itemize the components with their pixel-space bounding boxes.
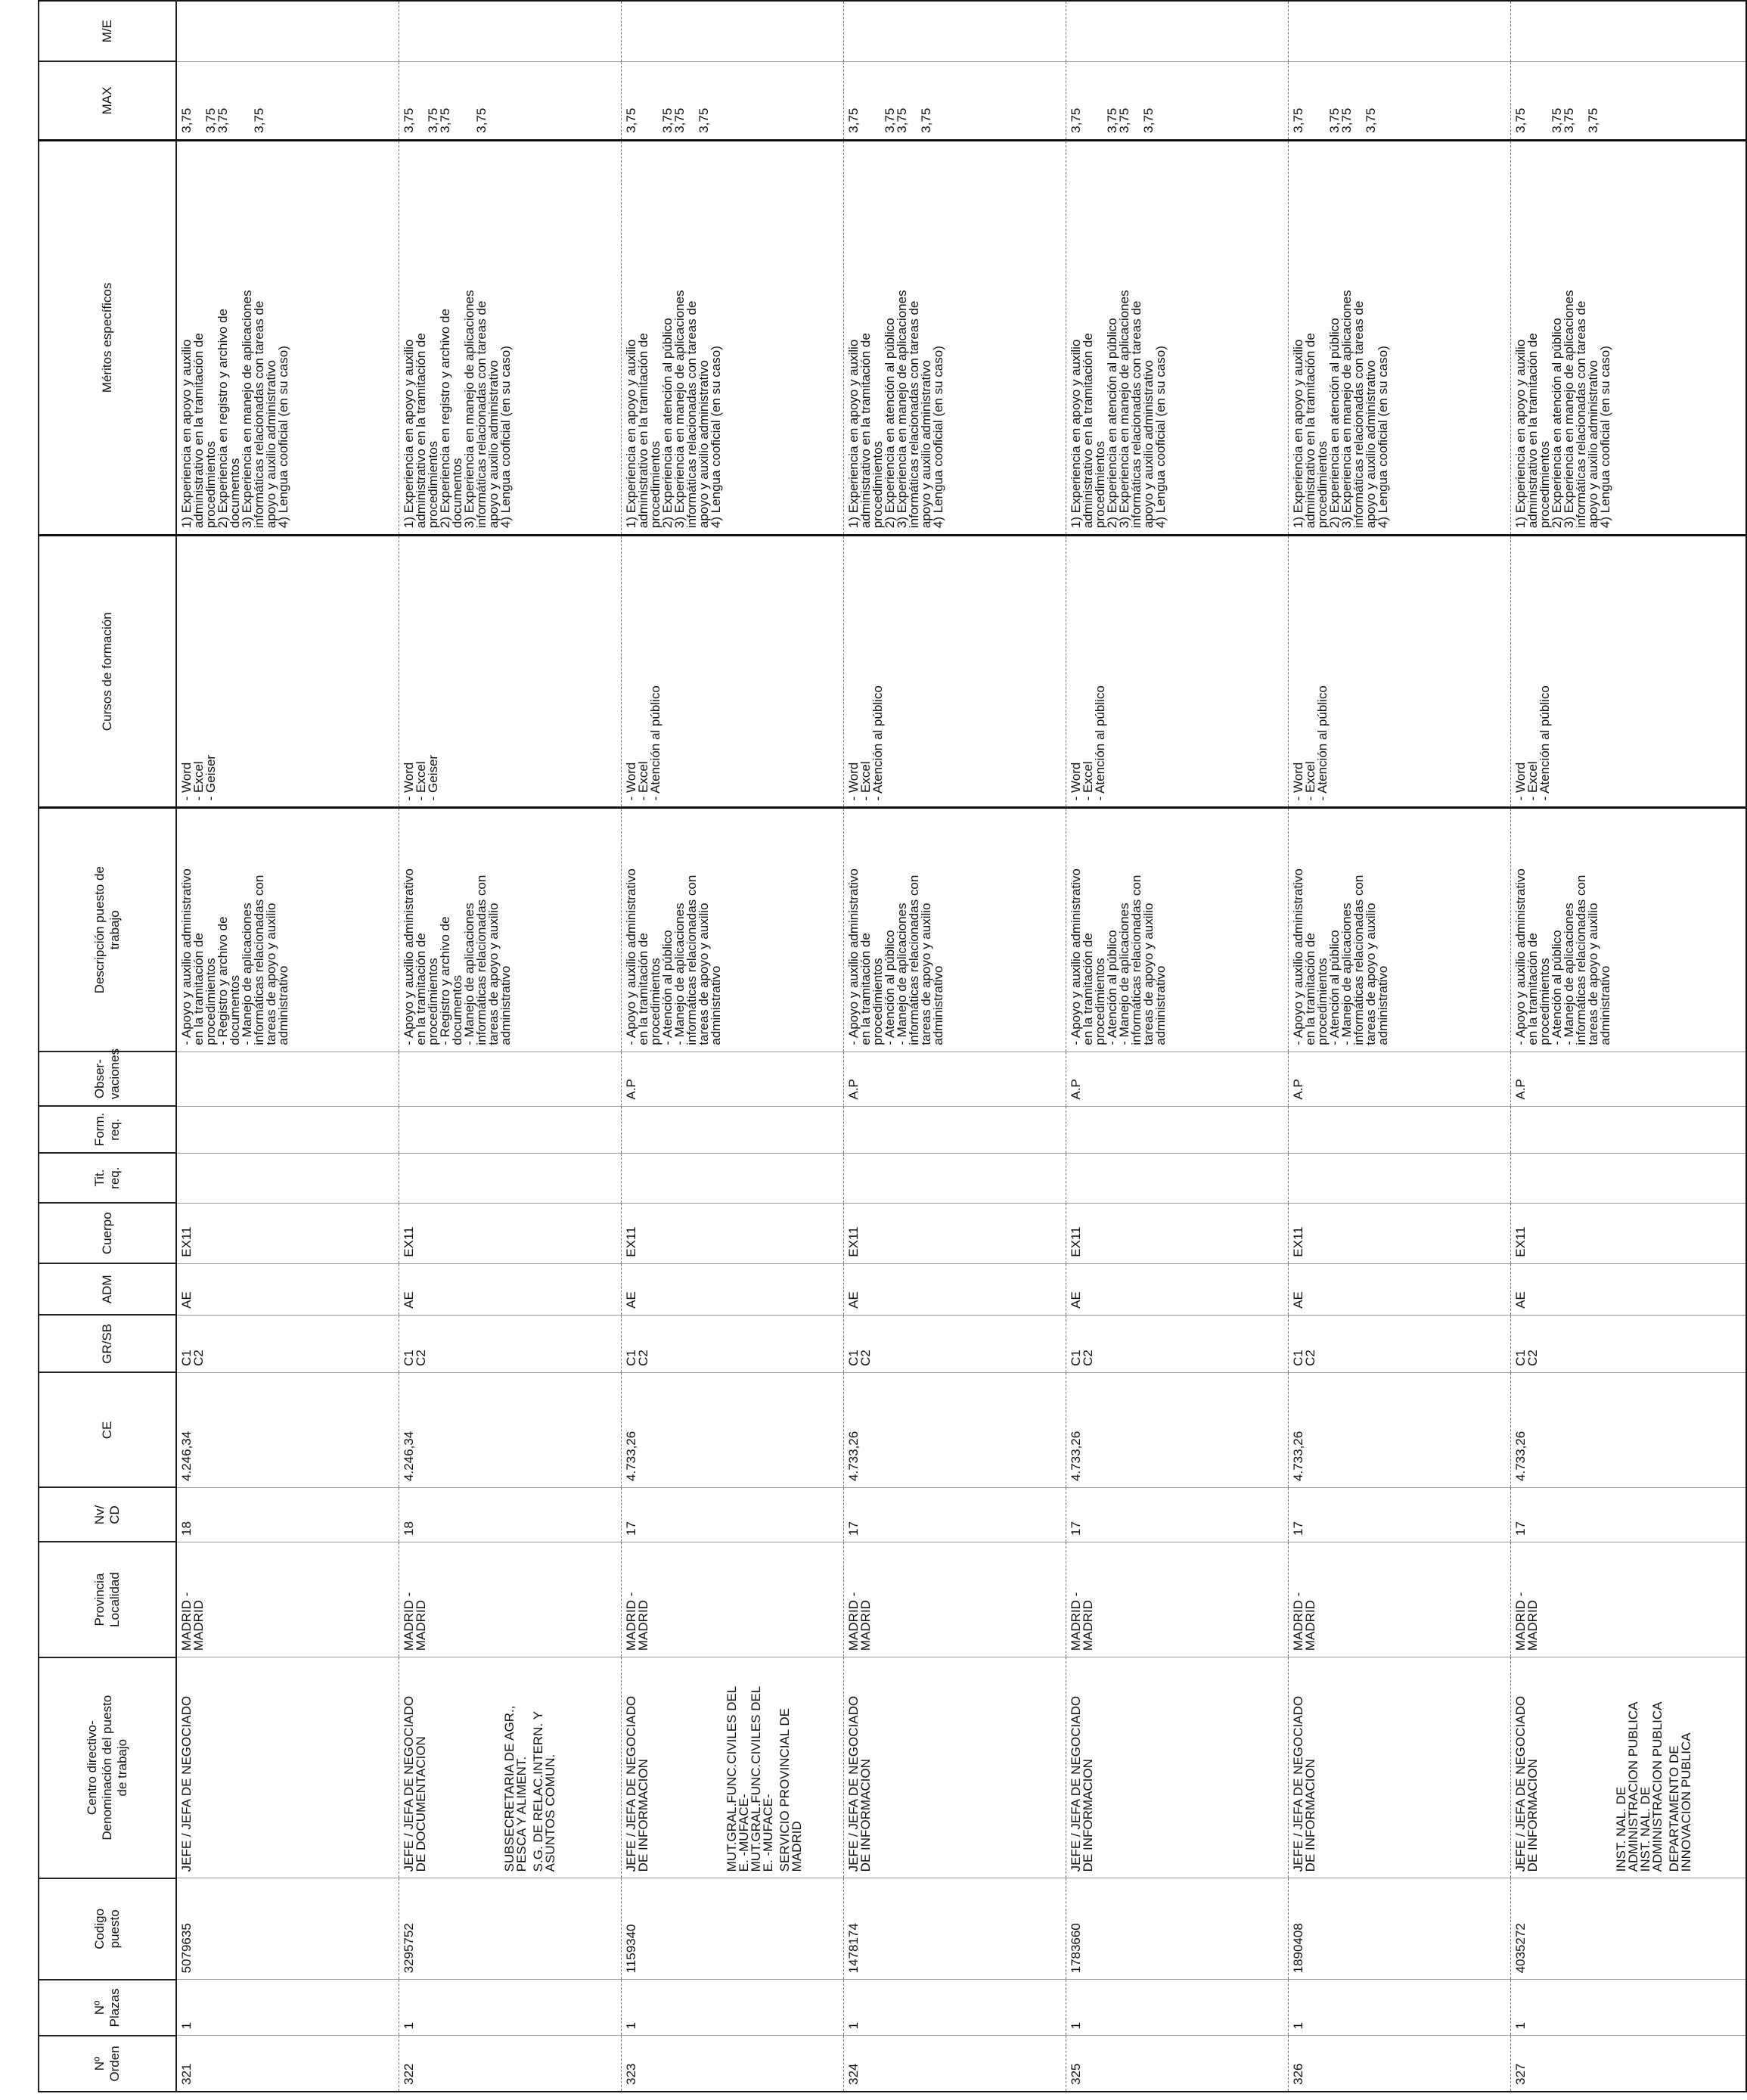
me-cell xyxy=(844,1,1066,61)
descripcion-cell: - Apoyo y auxilio administrativo en la tramitación de procedimientos - Atención al público - Manejo de aplicaciones informáticas relacionadas con tareas de apoyo y auxilio administrativo xyxy=(844,808,1066,1052)
tit-cell xyxy=(1289,1153,1511,1203)
denominacion-text: JEFE / JEFA DE NEGOCIADO DE INFORMACION xyxy=(1291,1695,1317,1872)
max-value xyxy=(451,68,464,133)
provincia-cell: MADRID - MADRID xyxy=(1066,1542,1289,1657)
centro-cell xyxy=(844,1657,1066,1878)
plazas-cell: 1 xyxy=(622,1980,844,2036)
meritos-cell: 1) Experiencia en apoyo y auxilio administrativo en la tramitación de procedimientos 2) Experiencia en registro y archivo de documentos 3) Experiencia en manejo de aplicaciones informáticas relacionadas con tareas de apoyo y auxilio administrativo 4) Lengua cooficial (en su caso) xyxy=(399,140,622,535)
header-descripcion: Descripción puesto de trabajo xyxy=(39,808,176,1052)
obs-cell: A.P xyxy=(622,1052,844,1106)
descripcion-cell: - Apoyo y auxilio administrativo en la tramitación de procedimientos - Atención al público - Manejo de aplicaciones informáticas relacionadas con tareas de apoyo y auxilio administrativo xyxy=(1066,808,1289,1052)
max-value: 3,75 xyxy=(1069,107,1083,133)
header-cursos: Cursos de formación xyxy=(39,536,176,808)
form-cell xyxy=(1511,1106,1747,1153)
provincia-cell: MADRID - MADRID xyxy=(176,1542,399,1657)
orden-cell: 327 xyxy=(1511,2036,1747,2092)
max-value: 3,75 xyxy=(438,107,452,133)
nivel-cell: 17 xyxy=(1066,1487,1289,1542)
provincia-cell: MADRID - MADRID xyxy=(399,1542,622,1657)
descripcion-cell: - Apoyo y auxilio administrativo en la tramitación de procedimientos - Registro y archivo de documentos - Manejo de aplicaciones informáticas relacionadas con tareas de apoyo y auxilio administrativo xyxy=(399,808,622,1052)
table-row xyxy=(622,1,844,2092)
cuerpo-cell: EX11 xyxy=(844,1203,1066,1263)
max-value: 3,75 xyxy=(697,107,711,133)
tit-cell xyxy=(399,1153,622,1203)
me-cell xyxy=(1066,1,1289,61)
max-value xyxy=(229,68,241,133)
obs-cell xyxy=(399,1052,622,1106)
header-orden: Nº Orden xyxy=(39,2036,176,2092)
obs-cell xyxy=(176,1052,399,1106)
max-value: 3,75 xyxy=(672,107,687,133)
table-row xyxy=(844,1,1066,2092)
orden-cell: 321 xyxy=(176,2036,399,2092)
denominacion-text: JEFE / JEFA DE NEGOCIADO DE INFORMACION xyxy=(624,1695,650,1872)
max-cell xyxy=(622,61,844,140)
provincia-cell: MADRID - MADRID xyxy=(1511,1542,1747,1657)
grsb-cell: C1 C2 xyxy=(1289,1315,1511,1372)
grsb-cell: C1 C2 xyxy=(1066,1315,1289,1372)
cursos-cell: - Word - Excel - Atención al público xyxy=(1289,536,1511,808)
tit-cell xyxy=(844,1153,1066,1203)
nivel-cell: 17 xyxy=(1511,1487,1747,1542)
ce-cell: 4.733,26 xyxy=(1289,1372,1511,1487)
tit-cell xyxy=(622,1153,844,1203)
max-value: 3,75 xyxy=(1562,107,1576,133)
max-value xyxy=(1082,68,1094,133)
table-row xyxy=(399,1,622,2092)
denominacion-text: JEFE / JEFA DE NEGOCIADO DE INFORMACION xyxy=(846,1695,873,1872)
max-value: 3,75 xyxy=(1550,107,1564,133)
meritos-cell: 1) Experiencia en apoyo y auxilio administrativo en la tramitación de procedimientos 2) Experiencia en atención al público 3) Experiencia en manejo de aplicaciones informáticas relacionadas con tareas de apoyo y auxilio administrativo 4) Lengua cooficial (en su caso) xyxy=(844,140,1066,535)
cuerpo-cell: EX11 xyxy=(1066,1203,1289,1263)
max-value: 3,75 xyxy=(1364,107,1378,133)
max-value: 3,75 xyxy=(1105,107,1119,133)
codigo-cell: 4035272 xyxy=(1511,1878,1747,1980)
obs-cell: A.P xyxy=(1289,1052,1511,1106)
centro-cell xyxy=(622,1657,844,1878)
job-positions-table xyxy=(38,0,1747,2092)
form-cell xyxy=(176,1106,399,1153)
header-centro: Centro directivo- Denominación del puesto de trabajo xyxy=(39,1657,176,1878)
plazas-cell: 1 xyxy=(844,1980,1066,2036)
max-cell xyxy=(176,61,399,140)
max-value: 3,75 xyxy=(919,107,933,133)
header-provincia: Provincia Localidad xyxy=(39,1542,176,1657)
cursos-cell: - Word - Excel - Atención al público xyxy=(1511,536,1747,808)
ce-cell: 4.733,26 xyxy=(1511,1372,1747,1487)
cuerpo-cell: EX11 xyxy=(176,1203,399,1263)
adm-cell: AE xyxy=(399,1263,622,1315)
max-cell xyxy=(844,61,1066,140)
me-cell xyxy=(1289,1,1511,61)
nivel-cell: 18 xyxy=(399,1487,622,1542)
tit-cell xyxy=(176,1153,399,1203)
table-row xyxy=(1066,1,1289,2092)
cursos-cell: - Word - Excel - Atención al público xyxy=(622,536,844,808)
spacer xyxy=(650,1664,721,1872)
grsb-cell: C1 C2 xyxy=(622,1315,844,1372)
denominacion-text: JEFE / JEFA DE NEGOCIADO DE INFORMACION xyxy=(1069,1695,1095,1872)
max-value: 3,75 xyxy=(252,107,266,133)
max-value: 3,75 xyxy=(660,107,675,133)
meritos-cell: 1) Experiencia en apoyo y auxilio administrativo en la tramitación de procedimientos 2) Experiencia en registro y archivo de documentos 3) Experiencia en manejo de aplicaciones informáticas relacionadas con tareas de apoyo y auxilio administrativo 4) Lengua cooficial (en su caso) xyxy=(176,140,399,535)
adm-cell: AE xyxy=(622,1263,844,1315)
max-value: 3,75 xyxy=(1586,107,1600,133)
max-value: 3,75 xyxy=(624,107,638,133)
descripcion-cell: - Apoyo y auxilio administrativo en la tramitación de procedimientos - Registro y archivo de documentos - Manejo de aplicaciones informáticas relacionadas con tareas de apoyo y auxilio administrativo xyxy=(176,808,399,1052)
orden-cell: 322 xyxy=(399,2036,622,2092)
max-value: 3,75 xyxy=(216,107,230,133)
codigo-cell: 1159340 xyxy=(622,1878,844,1980)
max-cell xyxy=(1511,61,1747,140)
descripcion-cell: - Apoyo y auxilio administrativo en la tramitación de procedimientos - Atención al público - Manejo de aplicaciones informáticas relacionadas con tareas de apoyo y auxilio administrativo xyxy=(1289,808,1511,1052)
max-value xyxy=(860,68,872,133)
centro-cell xyxy=(1511,1657,1747,1878)
adm-cell: AE xyxy=(1289,1263,1511,1315)
max-value: 3,75 xyxy=(1513,107,1528,133)
form-cell xyxy=(1289,1106,1511,1153)
cursos-cell: - Word - Excel - Geiser xyxy=(176,536,399,808)
centro-cell xyxy=(176,1657,399,1878)
table-row xyxy=(176,1,399,2092)
nivel-cell: 18 xyxy=(176,1487,399,1542)
max-value: 3,75 xyxy=(426,107,440,133)
denominacion-text: JEFE / JEFA DE NEGOCIADO xyxy=(179,1695,194,1872)
form-cell xyxy=(622,1106,844,1153)
centro-cell xyxy=(1066,1657,1289,1878)
max-value xyxy=(1527,68,1539,133)
ce-cell: 4.246,34 xyxy=(176,1372,399,1487)
ce-cell: 4.733,26 xyxy=(844,1372,1066,1487)
max-cell xyxy=(399,61,622,140)
obs-cell: A.P xyxy=(844,1052,1066,1106)
orden-cell: 325 xyxy=(1066,2036,1289,2092)
max-value: 3,75 xyxy=(203,107,218,133)
header-tit: Tit. req. xyxy=(39,1153,176,1203)
centro-directivo-text: INST. NAL. DE ADMINISTRACION PUBLICA INST. NAL. DE ADMINISTRACION PUBLICA xyxy=(1614,1701,1665,1872)
meritos-cell: 1) Experiencia en apoyo y auxilio administrativo en la tramitación de procedimientos 2) Experiencia en atención al público 3) Experiencia en manejo de aplicaciones informáticas relacionadas con tareas de apoyo y auxilio administrativo 4) Lengua cooficial (en su caso) xyxy=(1289,140,1511,535)
header-ce: CE xyxy=(39,1372,176,1487)
codigo-cell: 1783660 xyxy=(1066,1878,1289,1980)
header-max: MAX xyxy=(39,61,176,140)
adm-cell: AE xyxy=(176,1263,399,1315)
provincia-cell: MADRID - MADRID xyxy=(622,1542,844,1657)
cursos-cell: - Word - Excel - Atención al público xyxy=(844,536,1066,808)
max-value: 3,75 xyxy=(846,107,861,133)
header-cuerpo: Cuerpo xyxy=(39,1203,176,1263)
orden-cell: 326 xyxy=(1289,2036,1511,2092)
header-adm: ADM xyxy=(39,1263,176,1315)
header-meritos: Méritos específicos xyxy=(39,140,176,535)
plazas-cell: 1 xyxy=(176,1980,399,2036)
centro-directivo-text: SERVICIO PROVINCIAL DE MADRID xyxy=(777,1707,804,1872)
centro-directivo-text: SUBSECRETARIA DE AGR., PESCA Y ALIMENT. xyxy=(502,1705,529,1872)
obs-cell: A.P xyxy=(1066,1052,1289,1106)
nivel-cell: 17 xyxy=(1289,1487,1511,1542)
tit-cell xyxy=(1066,1153,1289,1203)
cursos-cell: - Word - Excel - Geiser xyxy=(399,536,622,808)
max-value xyxy=(638,68,650,133)
max-value: 3,75 xyxy=(1339,107,1354,133)
denominacion-text: JEFE / JEFA DE NEGOCIADO DE INFORMACION xyxy=(1513,1695,1540,1872)
provincia-cell: MADRID - MADRID xyxy=(844,1542,1066,1657)
max-value: 3,75 xyxy=(1117,107,1131,133)
obs-cell: A.P xyxy=(1511,1052,1747,1106)
table-body xyxy=(176,1,1746,2092)
max-value: 3,75 xyxy=(402,107,416,133)
plazas-cell: 1 xyxy=(1289,1980,1511,2036)
form-cell xyxy=(399,1106,622,1153)
header-codigo: Codigo puesto xyxy=(39,1878,176,1980)
me-cell xyxy=(622,1,844,61)
cuerpo-cell: EX11 xyxy=(399,1203,622,1263)
cuerpo-cell: EX11 xyxy=(622,1203,844,1263)
header-plazas: Nº Plazas xyxy=(39,1980,176,2036)
form-cell xyxy=(844,1106,1066,1153)
table-row xyxy=(1511,1,1747,2092)
adm-cell: AE xyxy=(1066,1263,1289,1315)
cuerpo-cell: EX11 xyxy=(1511,1203,1747,1263)
header-me: M/E xyxy=(39,1,176,61)
descripcion-cell: - Apoyo y auxilio administrativo en la tramitación de procedimientos - Atención al público - Manejo de aplicaciones informáticas relacionadas con tareas de apoyo y auxilio administrativo xyxy=(622,808,844,1052)
meritos-cell: 1) Experiencia en apoyo y auxilio administrativo en la tramitación de procedimientos 2) Experiencia en atención al público 3) Experiencia en manejo de aplicaciones informáticas relacionadas con tareas de apoyo y auxilio administrativo 4) Lengua cooficial (en su caso) xyxy=(1511,140,1747,535)
me-cell xyxy=(399,1,622,61)
grsb-cell: C1 C2 xyxy=(1511,1315,1747,1372)
provincia-cell: MADRID - MADRID xyxy=(1289,1542,1511,1657)
ce-cell: 4.733,26 xyxy=(1066,1372,1289,1487)
meritos-cell: 1) Experiencia en apoyo y auxilio administrativo en la tramitación de procedimientos 2) Experiencia en atención al público 3) Experiencia en manejo de aplicaciones informáticas relacionadas con tareas de apoyo y auxilio administrativo 4) Lengua cooficial (en su caso) xyxy=(1066,140,1289,535)
descripcion-cell: - Apoyo y auxilio administrativo en la tramitación de procedimientos - Atención al público - Manejo de aplicaciones informáticas relacionadas con tareas de apoyo y auxilio administrativo xyxy=(1511,808,1747,1052)
adm-cell: AE xyxy=(844,1263,1066,1315)
header-form: Form. req. xyxy=(39,1106,176,1153)
header-nivel: Nv/ CD xyxy=(39,1487,176,1542)
plazas-cell: 1 xyxy=(1066,1980,1289,2036)
centro-cell xyxy=(1289,1657,1511,1878)
max-value xyxy=(1305,68,1317,133)
me-cell xyxy=(1511,1,1747,61)
nivel-cell: 17 xyxy=(622,1487,844,1542)
nivel-cell: 17 xyxy=(844,1487,1066,1542)
centro-directivo-text: DEPARTAMENTO DE INNOVACION PUBLICA xyxy=(1667,1732,1693,1872)
centro-directivo-text: MUT.GRAL.FUNC.CIVILES DEL E. -MUFACE- MUT.GRAL.FUNC.CIVILES DEL E. -MUFACE- xyxy=(725,1685,775,1872)
max-value: 3,75 xyxy=(1327,107,1342,133)
orden-cell: 324 xyxy=(844,2036,1066,2092)
spacer xyxy=(427,1664,499,1872)
meritos-cell: 1) Experiencia en apoyo y auxilio administrativo en la tramitación de procedimientos 2) Experiencia en atención al público 3) Experiencia en manejo de aplicaciones informáticas relacionadas con tareas de apoyo y auxilio administrativo 4) Lengua cooficial (en su caso) xyxy=(622,140,844,535)
grsb-cell: C1 C2 xyxy=(844,1315,1066,1372)
max-value: 3,75 xyxy=(883,107,897,133)
ce-cell: 4.733,26 xyxy=(622,1372,844,1487)
denominacion-text: JEFE / JEFA DE NEGOCIADO DE DOCUMENTACION xyxy=(402,1695,428,1872)
ce-cell: 4.246,34 xyxy=(399,1372,622,1487)
max-cell xyxy=(1066,61,1289,140)
me-cell xyxy=(176,1,399,61)
spacer xyxy=(1539,1664,1611,1872)
plazas-cell: 1 xyxy=(1511,1980,1747,2036)
centro-directivo-text: S.G. DE RELAC.INTERN. Y ASUNTOS COMUN. xyxy=(531,1711,557,1872)
grsb-cell: C1 C2 xyxy=(399,1315,622,1372)
codigo-cell: 1890408 xyxy=(1289,1878,1511,1980)
codigo-cell: 3295752 xyxy=(399,1878,622,1980)
orden-cell: 323 xyxy=(622,2036,844,2092)
codigo-cell: 1478174 xyxy=(844,1878,1066,1980)
form-cell xyxy=(1066,1106,1289,1153)
codigo-cell: 5079635 xyxy=(176,1878,399,1980)
grsb-cell: C1 C2 xyxy=(176,1315,399,1372)
adm-cell: AE xyxy=(1511,1263,1747,1315)
header-row xyxy=(39,1,176,2092)
max-cell xyxy=(1289,61,1511,140)
max-value: 3,75 xyxy=(179,107,194,133)
centro-cell xyxy=(399,1657,622,1878)
max-value: 3,75 xyxy=(1141,107,1156,133)
header-obs: Obser- vaciones xyxy=(39,1052,176,1106)
cursos-cell: - Word - Excel - Atención al público xyxy=(1066,536,1289,808)
plazas-cell: 1 xyxy=(399,1980,622,2036)
table-row xyxy=(1289,1,1511,2092)
max-value: 3,75 xyxy=(474,107,489,133)
rotated-page xyxy=(38,0,1693,2092)
tit-cell xyxy=(1511,1153,1747,1203)
max-value: 3,75 xyxy=(895,107,909,133)
cuerpo-cell: EX11 xyxy=(1289,1203,1511,1263)
header-grsb: GR/SB xyxy=(39,1315,176,1372)
max-value: 3,75 xyxy=(1291,107,1305,133)
